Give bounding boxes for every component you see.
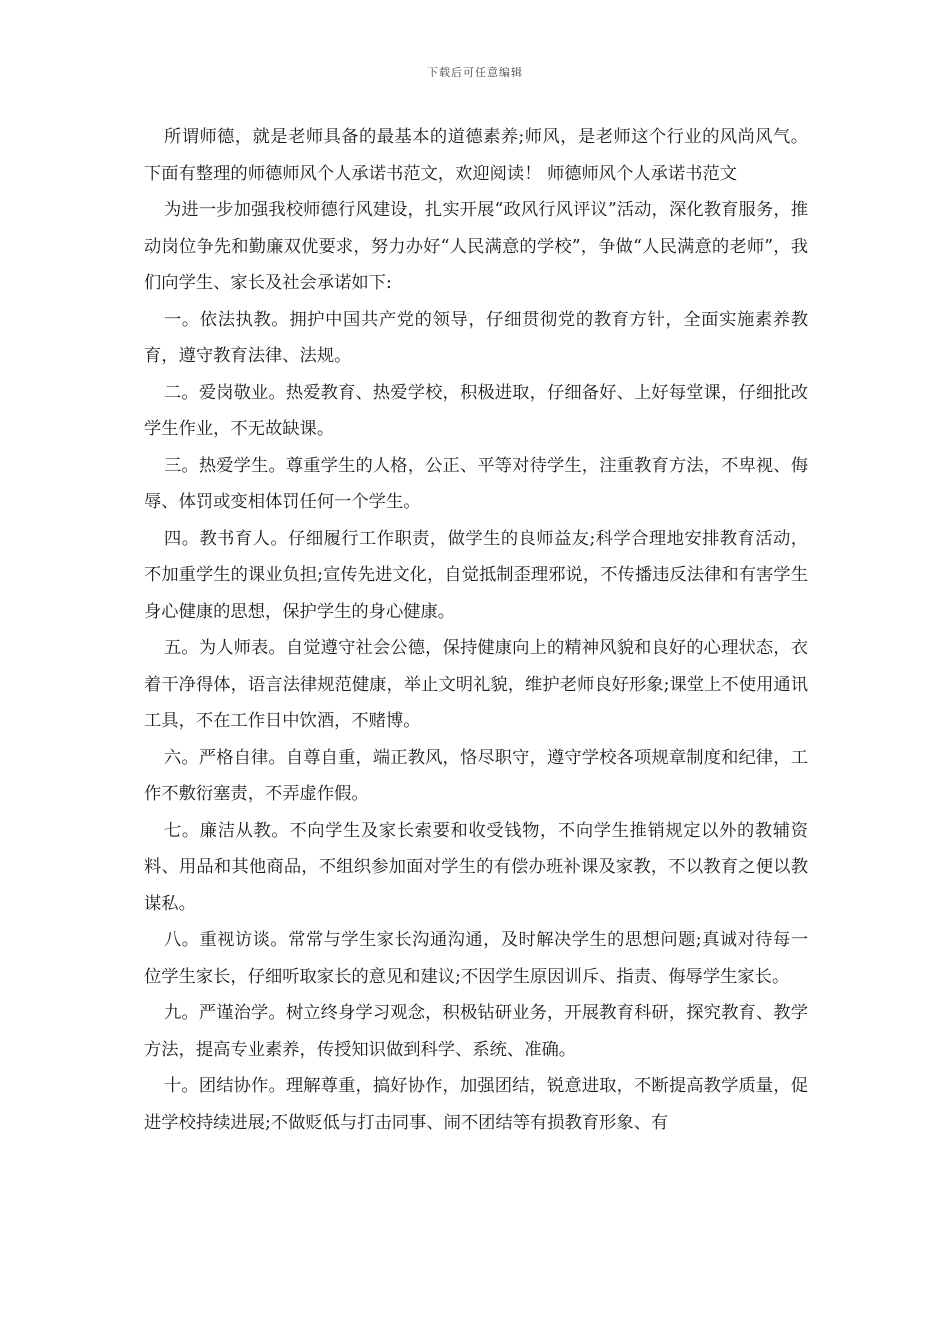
- pledge-item-10: 十。团结协作。理解尊重，搞好协作，加强团结，锐意进取，不断提高教学质量，促进学校持续进展;不做贬低与打击同事、闹不团结等有损教育形象、有: [144, 1076, 808, 1133]
- pledge-item-1: 一。依法执教。拥护中国共产党的领导，仔细贯彻党的教育方针，全面实施素养教育，遵守教育法律、法规。: [144, 309, 808, 366]
- page-header: 下载后可任意编辑: [427, 66, 523, 79]
- pledge-item-5: 五。为人师表。自觉遵守社会公德，保持健康向上的精神风貌和良好的心理状态，衣着干净得体，语言法律规范健康，举止文明礼貌，维护老师良好形象;课堂上不使用通讯工具，不在工作日中饮酒，不赌博。: [144, 638, 808, 731]
- pledge-item-4: 四。教书育人。仔细履行工作职责，做学生的良师益友;科学合理地安排教育活动，不加重学生的课业负担;宣传先进文化，自觉抵制歪理邪说，不传播违反法律和有害学生身心健康的思想，保护学生的身心健康。: [144, 528, 808, 622]
- document-body: [144, 119, 808, 1141]
- pledge-item-7: 七。廉洁从教。不向学生及家长索要和收受钱物，不向学生推销规定以外的教辅资料、用品和其他商品，不组织参加面对学生的有偿办班补课及家教，不以教育之便以教谋私。: [144, 820, 808, 914]
- preamble-paragraph: 为进一步加强我校师德行风建设，扎实开展“政风行风评议”活动，深化教育服务，推动岗位争先和勤廉双优要求，努力办好“人民满意的学校”，争做“人民满意的老师”，我们向学生、家长及社会承诺如下:: [144, 200, 808, 293]
- pledge-item-3: 三。热爱学生。尊重学生的人格，公正、平等对待学生，注重教育方法，不卑视、侮辱、体罚或变相体罚任何一个学生。: [144, 455, 808, 512]
- pledge-item-8: 八。重视访谈。常常与学生家长沟通沟通，及时解决学生的思想问题;真诚对待每一位学生家长，仔细听取家长的意见和建议;不因学生原因训斥、指责、侮辱学生家长。: [144, 930, 808, 987]
- pledge-item-2: 二。爱岗敬业。热爱教育、热爱学校，积极进取，仔细备好、上好每堂课，仔细批改学生作业，不无故缺课。: [144, 382, 808, 439]
- intro-paragraph: 所谓师德，就是老师具备的最基本的道德素养;师风，是老师这个行业的风尚风气。下面有整理的师德师风个人承诺书范文，欢迎阅读！ 师德师风个人承诺书范文: [144, 127, 808, 184]
- pledge-item-9: 九。严谨治学。树立终身学习观念，积极钻研业务，开展教育科研，探究教育、教学方法，提高专业素养，传授知识做到科学、系统、准确。: [144, 1003, 808, 1060]
- pledge-item-6: 六。严格自律。自尊自重，端正教风，恪尽职守，遵守学校各项规章制度和纪律，工作不敷衍塞责，不弄虚作假。: [144, 747, 808, 804]
